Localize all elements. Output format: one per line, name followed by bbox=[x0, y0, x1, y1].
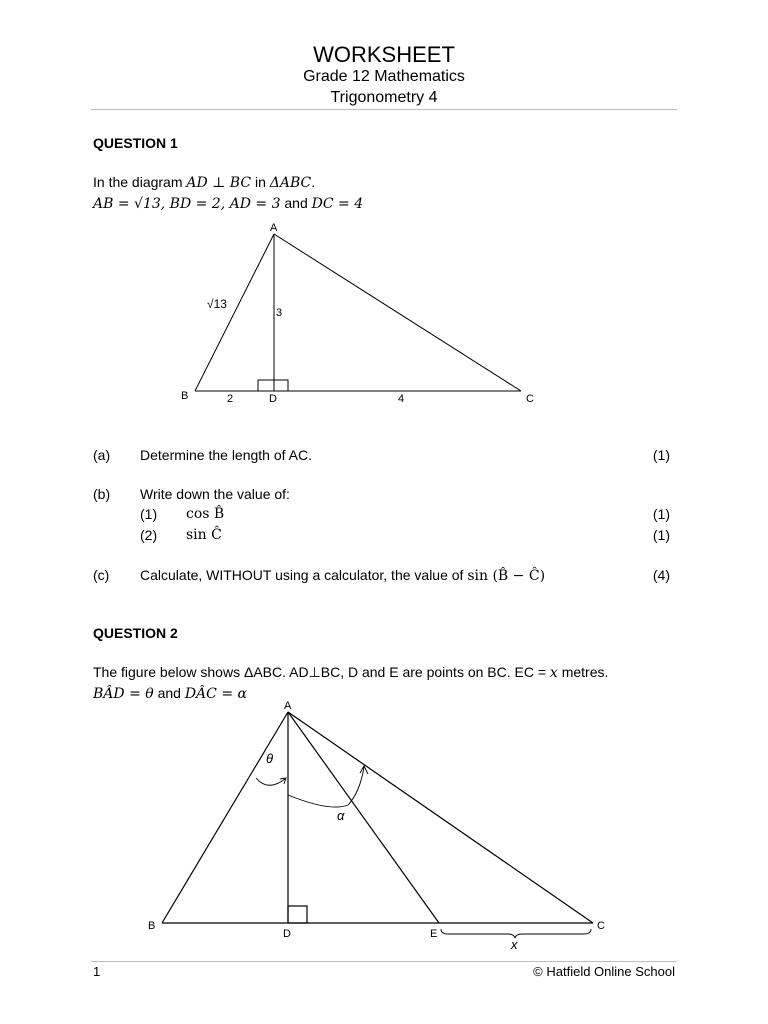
q1b-ii-marks: (1) bbox=[652, 527, 670, 543]
q1-label-c: C bbox=[526, 393, 534, 405]
q2-given-math2: DÂC = α bbox=[184, 686, 247, 702]
worksheet-title: WORKSHEET bbox=[313, 42, 455, 67]
q1a-marks: (1) bbox=[652, 447, 670, 463]
q2-label-theta: θ bbox=[266, 751, 274, 766]
q2-side-ab bbox=[162, 712, 288, 923]
q1b-ii-label: (2) bbox=[140, 527, 158, 543]
q1b-i-expression: cos B̂ bbox=[186, 506, 225, 522]
worksheet-topic: Trigonometry 4 bbox=[330, 89, 438, 106]
q2-side-ac bbox=[288, 712, 593, 923]
q1-label-ad-length: 3 bbox=[276, 307, 283, 319]
q1b-ii-expression: sin Ĉ bbox=[186, 527, 222, 543]
q2-label-e: E bbox=[430, 928, 438, 940]
q2-intro-end: metres. bbox=[557, 664, 609, 680]
q1-given-math: AB = √13, BD = 2, AD = 3 bbox=[93, 196, 281, 212]
q1b-text: Write down the value of: bbox=[140, 486, 290, 502]
q1c-expression: sin (B̂ − Ĉ) bbox=[467, 568, 546, 584]
q1-given-math2: DC = 4 bbox=[311, 196, 364, 212]
q2-segment-ae bbox=[288, 712, 439, 923]
q2-label-d: D bbox=[283, 928, 291, 940]
q1-intro-math2: ΔABC bbox=[269, 175, 312, 191]
q2-intro-text: The figure below shows ΔABC. AD⊥BC, D and E are points on BC. EC = bbox=[93, 664, 550, 680]
q2-intro-x: x bbox=[549, 665, 558, 681]
q2-alpha-arc bbox=[288, 767, 364, 807]
q1c-label: (c) bbox=[93, 567, 110, 583]
q2-right-angle-mark bbox=[288, 906, 307, 923]
q2-label-alpha: α bbox=[337, 808, 345, 823]
q1b-i-label: (1) bbox=[140, 506, 158, 522]
q2-label-a: A bbox=[284, 700, 292, 712]
footer-divider bbox=[91, 961, 677, 962]
q1-intro-mid: in bbox=[251, 174, 270, 190]
q2-theta-arrowhead bbox=[280, 778, 286, 784]
copyright-notice: © Hatfield Online School bbox=[533, 964, 675, 979]
q1-label-bd-length: 2 bbox=[227, 393, 234, 405]
q1c-marks: (4) bbox=[652, 567, 670, 583]
page-number: 1 bbox=[93, 964, 101, 979]
q1b-i-marks: (1) bbox=[652, 506, 670, 522]
q1-label-d: D bbox=[269, 393, 277, 405]
q2-label-x: x bbox=[511, 937, 518, 952]
q1-label-a: A bbox=[270, 222, 278, 234]
q2-label-b: B bbox=[148, 920, 156, 932]
worksheet-subtitle: Grade 12 Mathematics bbox=[303, 68, 465, 85]
q1-intro-math: AD ⊥ BC bbox=[186, 175, 252, 191]
question-1-heading: QUESTION 1 bbox=[93, 135, 178, 151]
q2-given-and: and bbox=[153, 685, 185, 701]
q1a-label: (a) bbox=[93, 447, 111, 463]
q2-given-math: BÂD = θ bbox=[93, 686, 154, 702]
q1c-text-body: Calculate, WITHOUT using a calculator, the value of bbox=[140, 567, 468, 583]
q1-label-dc-length: 4 bbox=[398, 393, 405, 405]
q1-intro-prefix: In the diagram bbox=[93, 174, 187, 190]
q1-given-and: and bbox=[280, 195, 312, 211]
q1-label-b: B bbox=[181, 390, 189, 402]
q1-label-ab-length: √13 bbox=[207, 297, 227, 311]
q1b-label: (b) bbox=[93, 486, 111, 502]
question-2-heading: QUESTION 2 bbox=[93, 625, 178, 641]
q2-label-c: C bbox=[597, 920, 605, 932]
q1-intro-suffix: . bbox=[311, 174, 316, 190]
q1a-text: Determine the length of AC. bbox=[140, 447, 312, 463]
